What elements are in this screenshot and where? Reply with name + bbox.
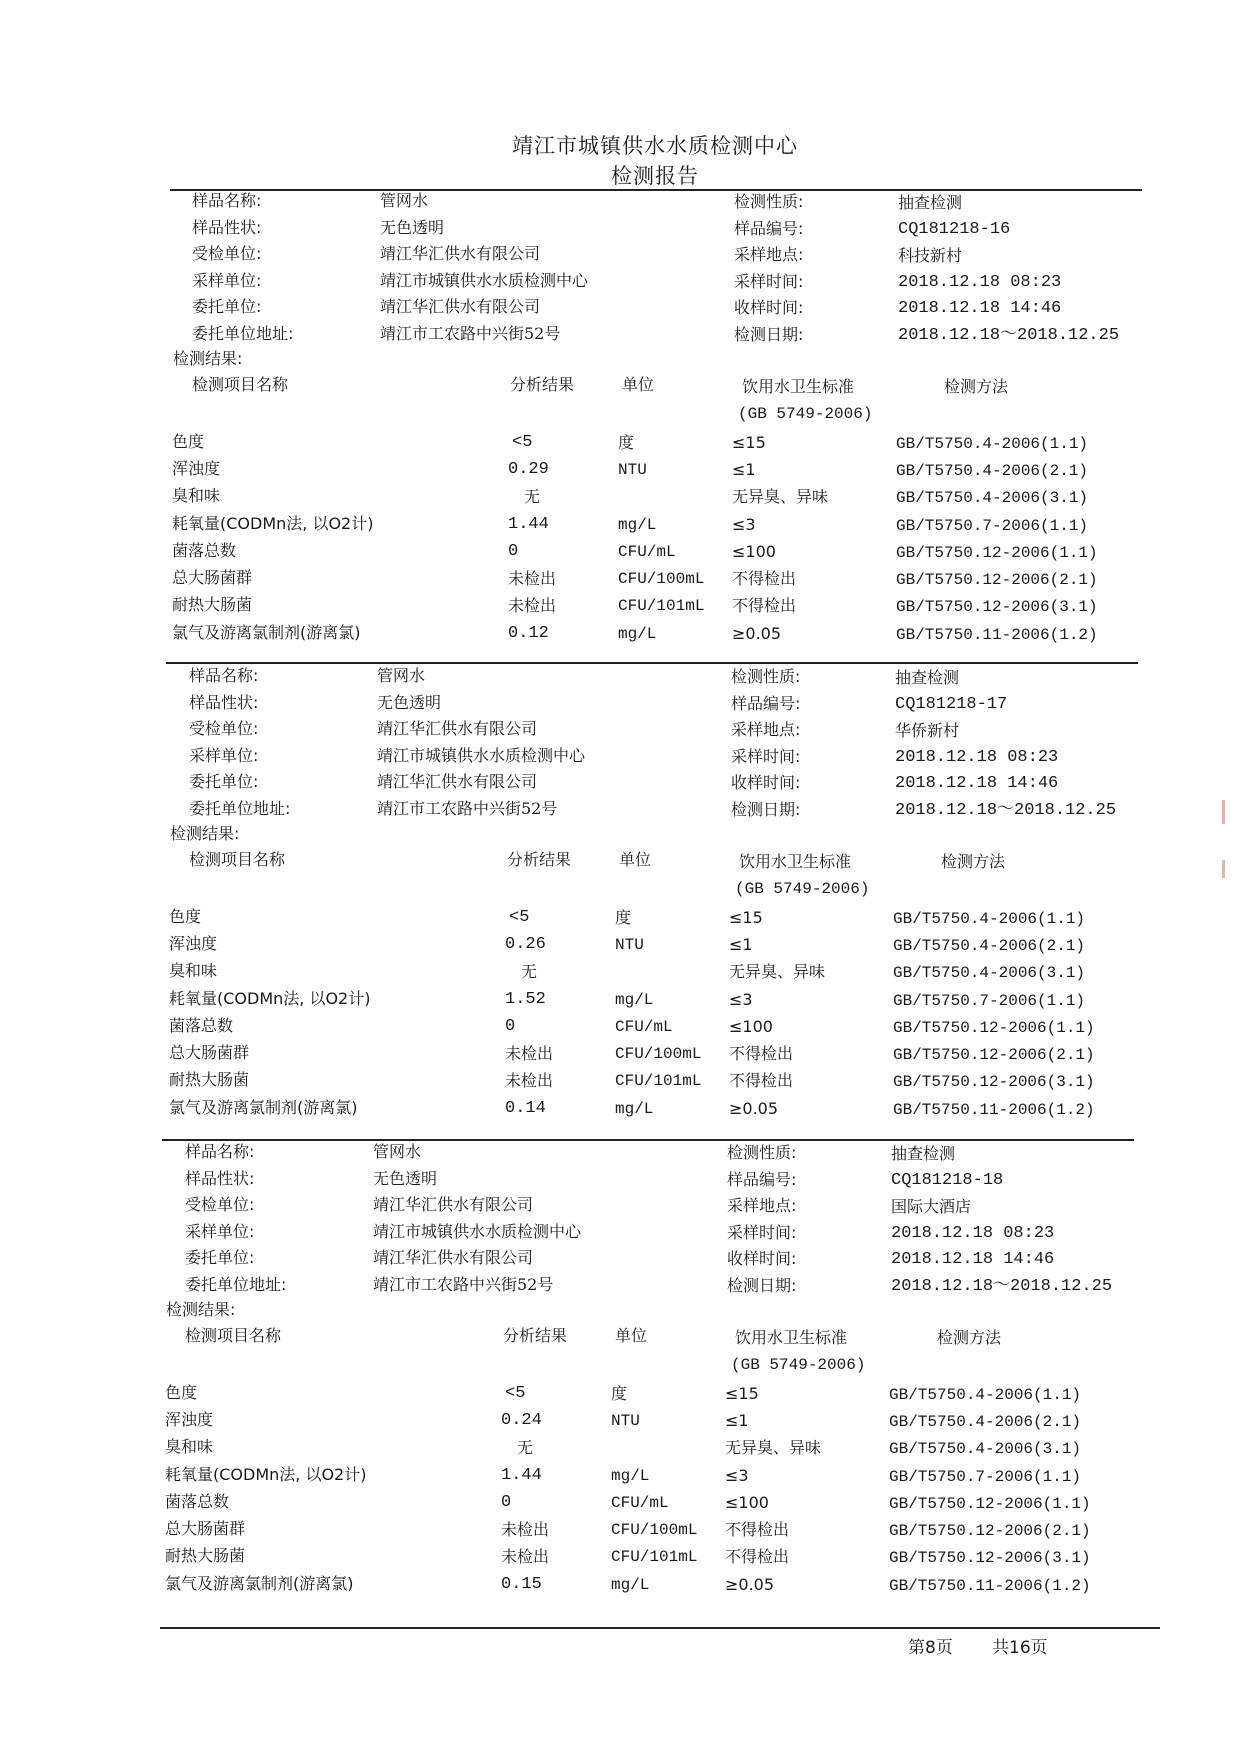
col-header-method: 检测方法 — [941, 851, 1006, 871]
item-name: 耗氧量(CODMn法, 以O2计) — [165, 1464, 367, 1484]
info-value-test-nature: 抽查检测 — [891, 1144, 956, 1163]
item-method: GB/T5750.4-2006(2.1) — [893, 936, 1086, 955]
info-label: 委托单位: — [192, 297, 262, 317]
item-method: GB/T5750.4-2006(1.1) — [896, 434, 1089, 453]
item-result: 未检出 — [508, 596, 557, 616]
item-result: 未检出 — [505, 1071, 554, 1091]
info-value-inspected-unit: 靖江华汇供水有限公司 — [380, 244, 541, 264]
item-method: GB/T5750.12-2006(3.1) — [893, 1073, 1095, 1092]
info-label: 样品名称: — [189, 666, 259, 685]
item-unit: CFU/mL — [615, 1017, 673, 1036]
info-value-client-address: 靖江市工农路中兴街52号 — [377, 799, 558, 818]
col-header-item: 检测项目名称 — [192, 374, 289, 394]
item-result: <5 — [512, 432, 533, 452]
item-result: 1.52 — [505, 989, 546, 1009]
info-value-sample-name: 管网水 — [377, 666, 426, 685]
item-method: GB/T5750.12-2006(2.1) — [889, 1522, 1091, 1541]
item-name: 耐热大肠菌 — [172, 595, 253, 615]
col-header-standard: 饮用水卫生标准 — [735, 1327, 848, 1347]
info-label: 采样地点: — [734, 245, 804, 265]
item-name: 浑浊度 — [165, 1409, 214, 1429]
item-method: GB/T5750.12-2006(2.1) — [893, 1046, 1095, 1065]
item-name: 耗氧量(CODMn法, 以O2计) — [172, 513, 374, 533]
info-label: 采样时间: — [731, 746, 801, 766]
col-header-standard-ref: (GB 5749-2006) — [735, 879, 870, 898]
info-value-sampling-time: 2018.12.18 08:23 — [891, 1223, 1055, 1243]
item-unit: mg/L — [618, 515, 657, 534]
info-value-test-nature: 抽查检测 — [898, 193, 963, 212]
info-value-sampling-time: 2018.12.18 08:23 — [898, 272, 1062, 292]
info-value-sampling-unit: 靖江市城镇供水水质检测中心 — [380, 270, 589, 290]
item-unit: NTU — [615, 935, 644, 954]
info-value-sampling-time: 2018.12.18 08:23 — [895, 747, 1059, 767]
col-header-item: 检测项目名称 — [185, 1325, 282, 1345]
page-number: 第8页 — [908, 1638, 953, 1658]
item-standard: ≥0.05 — [729, 1098, 779, 1118]
info-label: 受检单位: — [189, 719, 259, 739]
item-unit: mg/L — [618, 624, 657, 643]
item-method: GB/T5750.12-2006(1.1) — [889, 1494, 1091, 1513]
item-standard: ≤15 — [725, 1383, 759, 1403]
page-total: 共16页 — [992, 1638, 1048, 1658]
info-value-client-address: 靖江市工农路中兴街52号 — [380, 324, 561, 343]
info-value-client-address: 靖江市工农路中兴街52号 — [373, 1275, 554, 1294]
item-standard: 无异臭、异味 — [729, 962, 826, 982]
info-value-sample-state: 无色透明 — [377, 692, 442, 712]
col-header-result: 分析结果 — [507, 849, 572, 869]
item-name: 菌落总数 — [172, 540, 237, 560]
item-unit: CFU/mL — [611, 1493, 669, 1512]
item-result: 0.24 — [501, 1410, 542, 1430]
info-label: 样品性状: — [189, 692, 259, 712]
item-standard: ≤3 — [732, 514, 756, 534]
footer-rule — [160, 1627, 1160, 1629]
item-result: 0 — [505, 1016, 516, 1036]
item-name: 总大肠菌群 — [172, 568, 253, 588]
item-method: GB/T5750.4-2006(1.1) — [889, 1385, 1082, 1404]
item-result: 未检出 — [501, 1520, 550, 1540]
item-standard: ≤1 — [725, 1410, 749, 1430]
info-label: 采样时间: — [734, 271, 804, 291]
item-name: 耐热大肠菌 — [165, 1546, 246, 1566]
item-method: GB/T5750.12-2006(2.1) — [896, 571, 1098, 590]
info-value-client-unit: 靖江华汇供水有限公司 — [377, 772, 538, 792]
item-unit: CFU/101mL — [611, 1548, 698, 1567]
report-subtitle: 检测报告 — [611, 164, 699, 188]
info-value-receiving-time: 2018.12.18 14:46 — [891, 1250, 1055, 1270]
info-value-sample-name: 管网水 — [380, 191, 429, 210]
item-result: 未检出 — [501, 1547, 550, 1567]
item-method: GB/T5750.4-2006(3.1) — [893, 964, 1086, 983]
item-name: 色度 — [169, 906, 202, 926]
item-unit: CFU/100mL — [615, 1045, 702, 1064]
item-method: GB/T5750.7-2006(1.1) — [893, 991, 1086, 1010]
item-result: 0.29 — [508, 459, 549, 479]
info-value-test-nature: 抽查检测 — [895, 668, 960, 687]
item-method: GB/T5750.12-2006(1.1) — [896, 543, 1098, 562]
item-method: GB/T5750.4-2006(2.1) — [889, 1412, 1082, 1431]
info-value-sampling-site: 国际大酒店 — [891, 1197, 972, 1217]
info-label: 收样时间: — [727, 1249, 797, 1269]
item-unit: mg/L — [611, 1466, 650, 1485]
item-standard: 不得检出 — [732, 596, 797, 616]
item-standard: ≤3 — [725, 1465, 749, 1485]
item-name: 菌落总数 — [165, 1491, 230, 1511]
info-label: 委托单位地址: — [185, 1275, 287, 1294]
info-value-sample-state: 无色透明 — [373, 1168, 438, 1188]
item-standard: ≥0.05 — [732, 623, 782, 643]
scan-mark — [1222, 800, 1225, 824]
item-standard: ≤100 — [732, 541, 776, 561]
item-unit: mg/L — [615, 990, 654, 1009]
item-method: GB/T5750.11-2006(1.2) — [889, 1576, 1091, 1595]
item-method: GB/T5750.4-2006(2.1) — [896, 461, 1089, 480]
item-standard: ≤15 — [732, 432, 766, 452]
item-standard: ≤15 — [729, 907, 763, 927]
info-label: 检测日期: — [734, 325, 804, 344]
info-label: 检测日期: — [727, 1276, 797, 1295]
info-label: 样品性状: — [192, 217, 262, 237]
item-name: 耗氧量(CODMn法, 以O2计) — [169, 988, 371, 1008]
info-label: 检测性质: — [727, 1143, 797, 1162]
item-standard: ≥0.05 — [725, 1574, 775, 1594]
item-standard: 无异臭、异味 — [725, 1438, 822, 1458]
item-standard: 不得检出 — [732, 569, 797, 589]
item-result: 0 — [501, 1492, 512, 1512]
info-label: 检测性质: — [731, 667, 801, 686]
col-header-unit: 单位 — [615, 1325, 648, 1345]
info-value-sample-name: 管网水 — [373, 1142, 422, 1161]
item-method: GB/T5750.4-2006(3.1) — [889, 1440, 1082, 1459]
info-label: 采样单位: — [192, 270, 262, 290]
item-standard: ≤1 — [729, 934, 753, 954]
section-rule — [162, 1139, 1134, 1141]
info-value-sample-state: 无色透明 — [380, 217, 445, 237]
col-header-item: 检测项目名称 — [189, 849, 286, 869]
item-result: 无 — [521, 962, 538, 982]
item-unit: NTU — [618, 460, 647, 479]
item-result: 未检出 — [505, 1044, 554, 1064]
info-label: 受检单位: — [192, 244, 262, 264]
item-result: 1.44 — [508, 514, 549, 534]
item-method: GB/T5750.11-2006(1.2) — [896, 625, 1098, 644]
col-header-standard: 饮用水卫生标准 — [742, 376, 855, 396]
info-label: 采样单位: — [189, 745, 259, 765]
info-value-test-date: 2018.12.18～2018.12.25 — [895, 801, 1117, 820]
item-result: 无 — [524, 487, 541, 507]
info-label: 收样时间: — [731, 773, 801, 793]
item-standard: 不得检出 — [729, 1044, 794, 1064]
item-unit: 度 — [618, 432, 635, 452]
item-result: 无 — [517, 1438, 534, 1458]
item-method: GB/T5750.12-2006(3.1) — [896, 598, 1098, 617]
scan-mark — [1222, 860, 1225, 878]
item-standard: ≤100 — [729, 1016, 773, 1036]
item-result: <5 — [509, 907, 530, 927]
info-value-receiving-time: 2018.12.18 14:46 — [898, 299, 1062, 319]
info-value-sample-no: CQ181218-16 — [898, 219, 1011, 239]
item-unit: NTU — [611, 1411, 640, 1430]
item-unit: CFU/101mL — [615, 1072, 702, 1091]
info-value-test-date: 2018.12.18～2018.12.25 — [898, 326, 1120, 345]
item-unit: CFU/101mL — [618, 597, 705, 616]
item-name: 氯气及游离氯制剂(游离氯) — [169, 1097, 358, 1117]
info-label: 样品名称: — [192, 191, 262, 210]
item-result: 0.26 — [505, 934, 546, 954]
col-header-method: 检测方法 — [944, 376, 1009, 396]
info-label: 委托单位: — [189, 772, 259, 792]
info-label: 检测日期: — [731, 800, 801, 819]
section-rule — [170, 189, 1142, 191]
item-unit: CFU/100mL — [611, 1521, 698, 1540]
item-method: GB/T5750.7-2006(1.1) — [889, 1467, 1082, 1486]
item-standard: 不得检出 — [725, 1520, 790, 1540]
info-label: 样品编号: — [727, 1169, 797, 1189]
col-header-standard-ref: (GB 5749-2006) — [731, 1355, 866, 1374]
info-value-sampling-unit: 靖江市城镇供水水质检测中心 — [373, 1221, 582, 1241]
item-name: 菌落总数 — [169, 1015, 234, 1035]
item-standard: ≤3 — [729, 989, 753, 1009]
item-name: 浑浊度 — [169, 933, 218, 953]
item-method: GB/T5750.12-2006(1.1) — [893, 1018, 1095, 1037]
item-name: 色度 — [165, 1382, 198, 1402]
item-name: 总大肠菌群 — [169, 1043, 250, 1063]
item-unit: mg/L — [611, 1575, 650, 1594]
item-name: 耐热大肠菌 — [169, 1070, 250, 1090]
item-unit: 度 — [615, 907, 632, 927]
item-result: <5 — [505, 1383, 526, 1403]
item-standard: 不得检出 — [729, 1071, 794, 1091]
info-value-receiving-time: 2018.12.18 14:46 — [895, 774, 1059, 794]
col-header-standard-ref: (GB 5749-2006) — [738, 404, 873, 423]
info-value-inspected-unit: 靖江华汇供水有限公司 — [373, 1195, 534, 1215]
item-name: 色度 — [172, 431, 205, 451]
item-standard: ≤100 — [725, 1492, 769, 1512]
info-value-sampling-site: 华侨新村 — [895, 721, 960, 741]
results-heading: 检测结果: — [173, 348, 243, 368]
item-unit: CFU/mL — [618, 542, 676, 561]
info-value-test-date: 2018.12.18～2018.12.25 — [891, 1277, 1113, 1296]
info-label: 样品编号: — [731, 693, 801, 713]
col-header-unit: 单位 — [622, 374, 655, 394]
info-label: 委托单位地址: — [189, 799, 291, 818]
col-header-method: 检测方法 — [937, 1327, 1002, 1347]
info-value-inspected-unit: 靖江华汇供水有限公司 — [377, 719, 538, 739]
item-method: GB/T5750.4-2006(3.1) — [896, 489, 1089, 508]
info-value-client-unit: 靖江华汇供水有限公司 — [373, 1248, 534, 1268]
info-label: 样品名称: — [185, 1142, 255, 1161]
info-value-sample-no: CQ181218-18 — [891, 1170, 1004, 1190]
item-result: 1.44 — [501, 1465, 542, 1485]
info-label: 委托单位: — [185, 1248, 255, 1268]
info-label: 样品编号: — [734, 218, 804, 238]
item-result: 0.14 — [505, 1098, 546, 1118]
item-name: 氯气及游离氯制剂(游离氯) — [165, 1573, 354, 1593]
item-method: GB/T5750.12-2006(3.1) — [889, 1549, 1091, 1568]
info-value-sample-no: CQ181218-17 — [895, 694, 1008, 714]
item-name: 浑浊度 — [172, 458, 221, 478]
section-rule — [166, 662, 1138, 664]
results-heading: 检测结果: — [166, 1299, 236, 1319]
item-unit: 度 — [611, 1383, 628, 1403]
item-name: 臭和味 — [172, 486, 221, 506]
col-header-unit: 单位 — [619, 849, 652, 869]
info-label: 收样时间: — [734, 298, 804, 318]
info-value-client-unit: 靖江华汇供水有限公司 — [380, 297, 541, 317]
col-header-result: 分析结果 — [503, 1325, 568, 1345]
report-org-title: 靖江市城镇供水水质检测中心 — [512, 134, 798, 158]
item-name: 臭和味 — [165, 1437, 214, 1457]
info-value-sampling-site: 科技新村 — [898, 246, 963, 266]
col-header-result: 分析结果 — [510, 374, 575, 394]
info-label: 受检单位: — [185, 1195, 255, 1215]
item-method: GB/T5750.4-2006(1.1) — [893, 909, 1086, 928]
item-method: GB/T5750.7-2006(1.1) — [896, 516, 1089, 535]
item-unit: CFU/100mL — [618, 570, 705, 589]
item-result: 未检出 — [508, 569, 557, 589]
info-label: 委托单位地址: — [192, 324, 294, 343]
info-value-sampling-unit: 靖江市城镇供水水质检测中心 — [377, 745, 586, 765]
item-name: 氯气及游离氯制剂(游离氯) — [172, 622, 361, 642]
item-standard: 无异臭、异味 — [732, 487, 829, 507]
results-heading: 检测结果: — [170, 823, 240, 843]
item-result: 0.15 — [501, 1574, 542, 1594]
info-label: 采样时间: — [727, 1222, 797, 1242]
col-header-standard: 饮用水卫生标准 — [739, 851, 852, 871]
item-unit: mg/L — [615, 1099, 654, 1118]
item-result: 0.12 — [508, 623, 549, 643]
item-name: 总大肠菌群 — [165, 1519, 246, 1539]
info-label: 检测性质: — [734, 192, 804, 211]
item-standard: ≤1 — [732, 459, 756, 479]
item-result: 0 — [508, 541, 519, 561]
item-method: GB/T5750.11-2006(1.2) — [893, 1100, 1095, 1119]
info-label: 采样地点: — [727, 1196, 797, 1216]
info-label: 采样单位: — [185, 1221, 255, 1241]
item-standard: 不得检出 — [725, 1547, 790, 1567]
item-name: 臭和味 — [169, 961, 218, 981]
info-label: 样品性状: — [185, 1168, 255, 1188]
info-label: 采样地点: — [731, 720, 801, 740]
